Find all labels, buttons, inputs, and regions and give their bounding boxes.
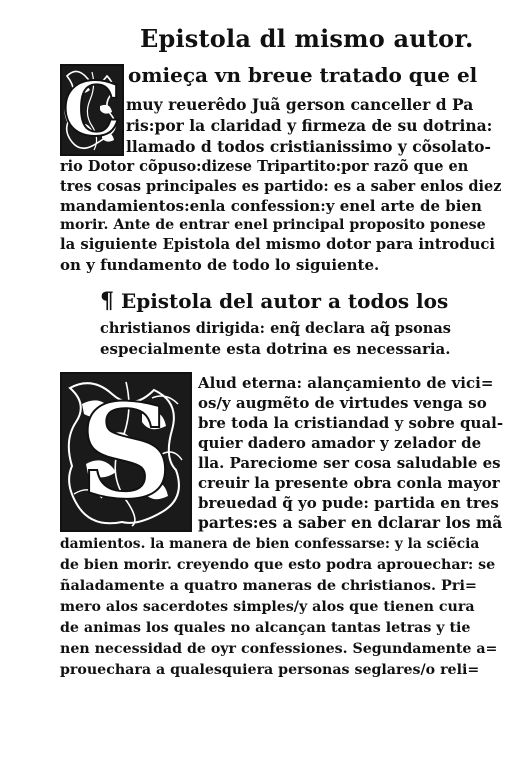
intro-line: ris:por la claridad y firmeza de su dotrina: [126, 116, 493, 135]
intro-line: omieça vn breue tratado que el [128, 63, 478, 87]
intro-line: on y fundamento de todo lo siguiente. [60, 256, 380, 274]
body-line: nen necessidad de oyr confessiones. Segundamente a= [60, 641, 498, 657]
section-heading-line1: Epistola del autor a todos los [120, 289, 449, 313]
body-line: ñaladamente a quatro maneras de christianos. Pri= [60, 577, 477, 594]
body-line: mero alos sacerdotes simples/y alos que tienen cura [60, 599, 475, 615]
section-heading-line3: especialmente esta dotrina es necessaria. [100, 340, 451, 358]
body-line: os/y augmẽto de virtudes venga so [198, 394, 487, 412]
body-line: Alud eterna: alançamiento de vici= [198, 374, 494, 392]
intro-line: rio Dotor cõpuso:dizese Tripartito:por razõ que en [60, 158, 469, 175]
body-line: partes:es a saber en dclarar los mã [198, 513, 503, 532]
body-line: creuir la presente obra conla mayor [198, 474, 500, 492]
body-line: prouechara a qualesquiera personas seglares/o reli= [60, 662, 480, 678]
initial-letter: C [62, 67, 122, 153]
body-line: breuedad q̃ yo pude: partida en tres [198, 494, 499, 512]
intro-line: muy reuerêdo Juã gerson canceller d Pa [126, 95, 474, 114]
section-heading [100, 288, 449, 314]
intro-line: llamado d todos cristianissimo y cõsolato- [126, 137, 491, 156]
initial-letter: S [79, 375, 173, 528]
illuminated-initial-c [60, 64, 124, 156]
body-line: de bien morir. creyendo que esto podra aprouechar: se [60, 557, 496, 573]
pilcrow-icon: ¶ [100, 288, 114, 314]
page-title: Epistola dl mismo autor. [140, 24, 474, 53]
body-line: quier dadero amador y zelador de [198, 434, 482, 452]
body-line: bre toda la cristiandad y sobre qual- [198, 414, 504, 432]
body-line: damientos. la manera de bien confessarse: y la sciẽcia [60, 536, 480, 552]
body-line: de animas los quales no alcançan tantas letras y tie [60, 620, 471, 636]
intro-line: morir. Ante de entrar enel principal proposito ponese [60, 217, 486, 233]
illuminated-initial-s [60, 372, 192, 532]
intro-line: tres cosas principales es partido: es a saber enlos diez [60, 178, 502, 195]
intro-line: la siguiente Epistola del mismo dotor para introduci [60, 236, 496, 253]
section-heading-line2: christianos dirigida: enq̃ declara aq̃ psonas [100, 320, 451, 337]
intro-line: mandamientos:enla confession:y enel arte de bien [60, 197, 482, 215]
body-line: lla. Pareciome ser cosa saludable es [198, 454, 501, 472]
